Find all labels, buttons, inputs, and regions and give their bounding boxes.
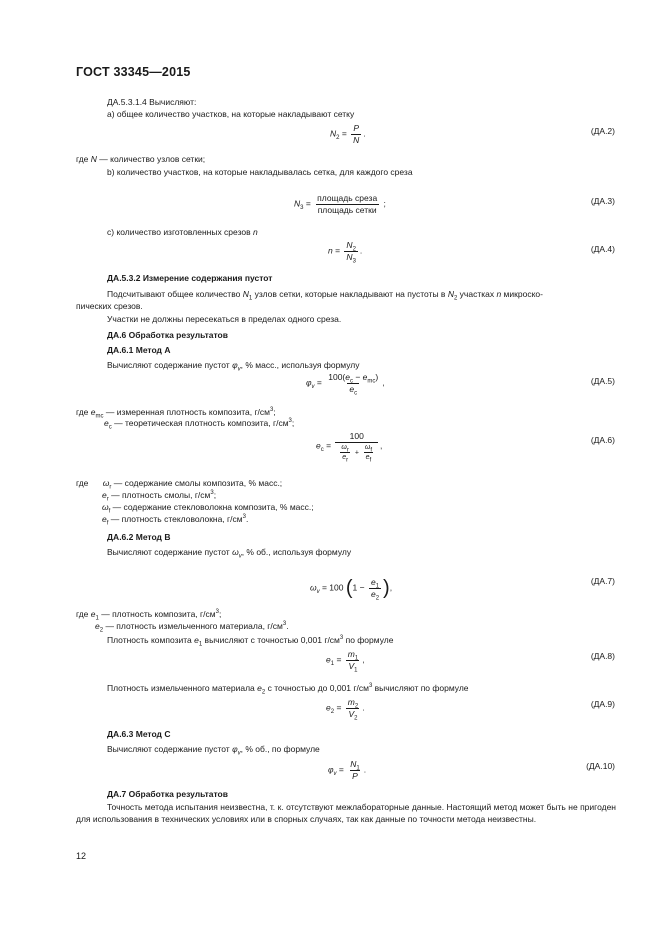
paragraph-line: Вычисляют содержание пустот $\omega_v$, % об., используя формулу	[107, 547, 352, 560]
equation-da3: $N_3$ = $\frac{\text{площадь среза}}{\text{площадь сетки}}$ ;	[294, 193, 386, 215]
equation-da8: $e_1$ = $\frac{m_1}{V_1}$ ,	[326, 649, 365, 674]
where-clause: где $\omega_r$ — содержание смолы композита, % масс.;	[76, 478, 283, 491]
equation-da9: $e_2$ = $\frac{m_2}{V_2}$ .	[326, 697, 365, 722]
section-heading: ДА.7 Обработка результатов	[107, 789, 228, 799]
where-clause: $\omega_f$ — содержание стекловолокна композита, % масс.;	[102, 502, 314, 515]
equation-da2: $N_2$ = $\frac{P}{N}$ .	[330, 123, 366, 145]
equation-number: (ДА.3)	[590, 196, 615, 206]
clause-intro: ДА.5.3.1.4 Вычисляют:	[107, 97, 197, 107]
document-header: ГОСТ 33345—2015	[76, 65, 191, 79]
equation-number: (ДА.6)	[590, 435, 615, 445]
equation-number: (ДА.10)	[586, 761, 615, 771]
equation-da5: $\varphi_v$ = $\frac{100(e_c - e_{mc})}{e_c}$ ,	[306, 372, 385, 397]
equation-da7: $\omega_v = 100$ (1 − $\frac{e_1}{e_2}$ ),	[310, 577, 393, 602]
where-clause: $e_2$ — плотность измельченного материала, $г/см^3$.	[95, 621, 289, 634]
equation-da10: $\varphi_v$ = $\frac{N_1}{P}$ .	[328, 759, 367, 781]
list-item-c: c) количество изготовленных срезов n	[107, 227, 258, 237]
equation-number: (ДА.9)	[590, 699, 615, 709]
equation-number: (ДА.4)	[590, 244, 615, 254]
equation-da4: n = $\frac{N_2}{N_3}$ .	[328, 240, 363, 265]
paragraph-line: пических срезов.	[76, 301, 143, 311]
where-clause: где $e_{mc}$ — измеренная плотность композита, $г/см^3$;	[76, 407, 276, 420]
equation-number: (ДА.2)	[590, 126, 615, 136]
equation-number: (ДА.7)	[590, 576, 615, 586]
paragraph-line: Подсчитывают общее количество $N_1$ узлов сетки, которые накладывают на пустоты в $N_2$ участках n микроско-	[107, 289, 543, 302]
where-clause: $e_r$ — плотность смолы, $г/см^3$;	[102, 490, 217, 503]
paragraph-line: Плотность измельченного материала $e_2$ с точностью до 0,001 $г/см^3$ вычисляют по формуле	[107, 683, 469, 696]
paragraph-line: Вычисляют содержание пустот $\varphi_v$, % масс., используя формулу	[107, 360, 360, 373]
section-heading: ДА.6.2 Метод В	[107, 532, 171, 542]
equation-number: (ДА.8)	[590, 651, 615, 661]
where-clause: где N — количество узлов сетки;	[76, 154, 206, 164]
paragraph-line: Участки не должны пересекаться в пределах одного среза.	[107, 314, 342, 324]
section-heading: ДА.6.1 Метод А	[107, 345, 171, 355]
where-clause: $e_f$ — плотность стекловолокна, $г/см^3$.	[102, 514, 249, 527]
section-heading: ДА.6 Обработка результатов	[107, 330, 228, 340]
where-clause: $e_c$ — теоретическая плотность композита, $г/см^3$;	[104, 418, 295, 431]
list-item-a: а) общее количество участков, на которые накладывают сетку	[107, 109, 355, 119]
page-number: 12	[76, 851, 87, 861]
equation-da6: $e_c$ = 100 $\frac{\omega_r}{e_r}$ + $\frac{\omega_f}{e_f}$ ,	[316, 431, 383, 463]
section-heading: ДА.5.3.2 Измерение содержания пустот	[107, 273, 273, 283]
section-heading: ДА.6.3 Метод С	[107, 729, 171, 739]
equation-number: (ДА.5)	[590, 376, 615, 386]
paragraph-line: Вычисляют содержание пустот $\varphi_v$, % об., по формуле	[107, 744, 320, 757]
where-clause: где $e_1$ — плотность композита, $г/см^3$;	[76, 609, 222, 622]
paragraph: Точность метода испытания неизвестна, т. к. отсутствуют межлабораторные данные. Настоящий метод может быть не пригоден для использования в технических условиях или в спорных случаях, так как данные по точности метода неизвестны.	[76, 802, 616, 825]
paragraph-line: Плотность композита $e_1$ вычисляют с точностью 0,001 $г/см^3$ по формуле	[107, 635, 394, 648]
list-item-b: b) количество участков, на которые накладывалась сетка, для каждого среза	[107, 167, 413, 177]
